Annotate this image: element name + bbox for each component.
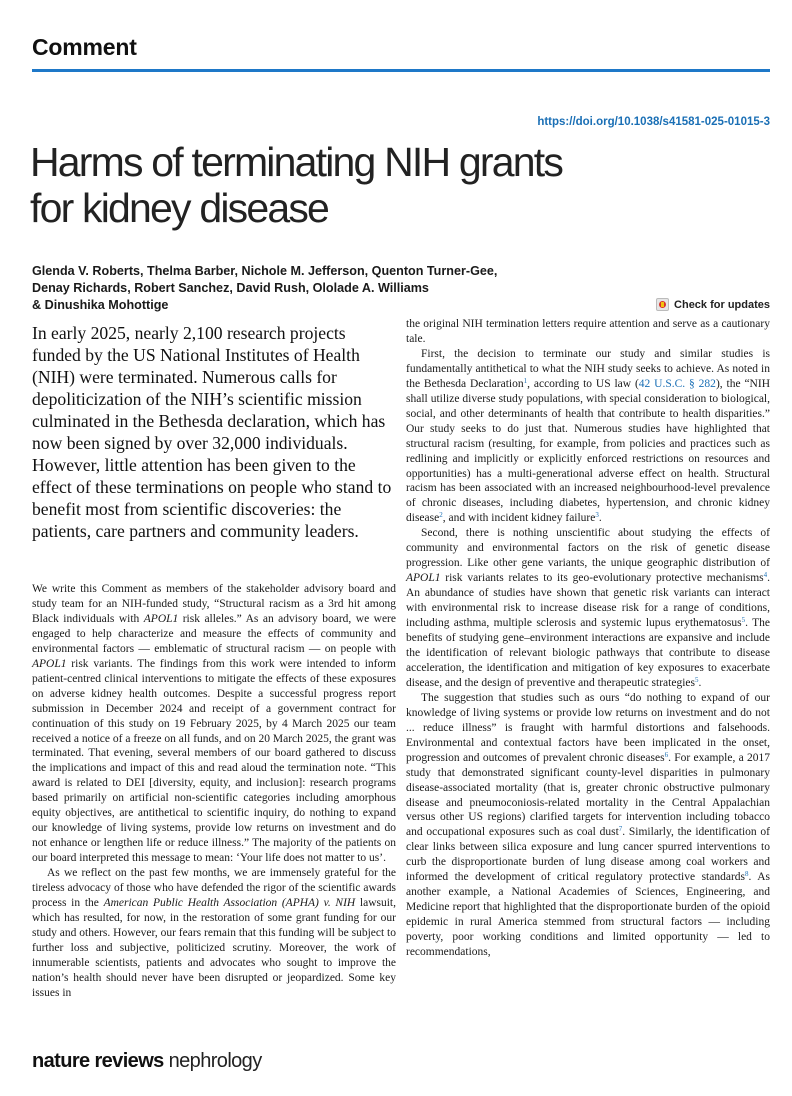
- title-line-1: Harms of terminating NIH grants: [30, 139, 563, 185]
- body-paragraph: The suggestion that studies such as ours “do nothing to expand of our knowledge of living systems or provide low returns on investment and do not ... reduce illness” is fraught with harmful distortions and falsehoods. Environmental and contextual factors have been implicated in the onset, progression and outcomes of prevalent chronic diseases$^6$. For example, a 2017 study that demonstrated significant county-level disparities in pulmonary disease-associated mortality (that is, greater chronic obstructive pulmonary disease and pneumoconiosis-related mortality in the Central Appalachian versus other US regions) clarified targets for intervention including tobacco and occupational exposures such as coal dust$^7$. Similarly, the identification of clear links between silica exposure and lung cancer spurred interventions to curb the disproportionate burden of lung disease among coal workers and informed the development of critical regulatory protective standards$^8$. As another example, a National Academies of Sciences, Engineering, and Medicine report that highlighted that the disproportionate burden of the opioid epidemic in rural America stemmed from structural factors — including poverty, poor working conditions and limited opportunity — led to recommendations,: [406, 691, 770, 959]
- authors-line-1: Glenda V. Roberts, Thelma Barber, Nichole M. Jefferson, Quenton Turner-Gee,: [32, 264, 498, 278]
- standfirst: In early 2025, nearly 2,100 research projects funded by the US National Institutes of Health (NIH) were terminated. Numerous calls for depoliticization of the NIH’s scientific mission culminated in the Bethesda declaration, which has now been signed by over 32,000 individuals. However, little attention has been given to the effect of these terminations on people who stand to benefit most from scientific discoveries: the patients, care partners and community leaders.: [32, 323, 392, 541]
- law-link[interactable]: 42 U.S.C. § 282: [638, 377, 716, 390]
- reference-link[interactable]: 5: [695, 675, 699, 684]
- section-label: Comment: [32, 34, 137, 60]
- right-column: [406, 317, 770, 960]
- reference-link[interactable]: 1: [523, 376, 528, 385]
- author-list: [32, 263, 652, 314]
- reference-link[interactable]: 4: [763, 571, 768, 580]
- reference-link[interactable]: 5: [741, 616, 746, 625]
- authors-line-3: & Dinushika Mohottige: [32, 298, 169, 312]
- reference-link[interactable]: 3: [595, 511, 599, 520]
- left-column: [32, 582, 396, 1001]
- journal-logo: [32, 1050, 262, 1073]
- body-paragraph: We write this Comment as members of the stakeholder advisory board and study team for an NIH-funded study, “Structural racism as a 3rd hit among Black individuals with APOL1 risk alleles.” As an advisory board, we were engaged to help characterize and measure the effects of community and environmental factors — emblematic of structural racism — on people with APOL1 risk variants. The findings from this work were intended to inform patient-centred clinical interventions to mitigate the effects of these exposures on adverse kidney health outcomes. Despite a successful progress report submission in December 2024 and receipt of a government contract for continuation of this study on 19 February 2025, by 4 March 2025 our team received a notice of a freeze on all funds, and on 20 March 2025, the grant was terminated. That evening, several members of our board gathered to discuss the implications and impact of this and read aloud the termination note. “This award is related to DEI [diversity, equity, and inclusion]: research programs based primarily on artificial non-scientific categories including amorphous equity objectives, are antithetical to scientific inquiry, do nothing to expand our knowledge of living systems, provide low returns on investment and do not enhance or lengthen life or reduce illness.” The majority of the patients on our board interpreted this message to mean: ‘Your life does not matter to us’.: [32, 583, 396, 865]
- crossmark-icon: [656, 298, 669, 311]
- authors-line-2: Denay Richards, Robert Sanchez, David Rush, Ololade A. Williams: [32, 281, 429, 295]
- reference-link[interactable]: 8: [745, 870, 749, 879]
- article-title: [30, 139, 750, 231]
- journal-brand: nature reviews: [32, 1050, 164, 1072]
- journal-name: nephrology: [168, 1050, 262, 1072]
- body-paragraph: As we reflect on the past few months, we are immensely grateful for the tireless advocacy of those who have defended the rigor of the scientific awards process in the American Public Health Association (APHA) v. NIH lawsuit, which has resulted, for now, in the restoration of some grant funding for our study and others. However, our fears remain that this funding will be subject to further loss and subjective, politicized scrutiny. Moreover, the work of innumerable scientists, patients and advocates who sought to improve the nation’s health should never have been disrupted or jeopardized. Some key issues in: [32, 867, 396, 999]
- header-rule: [32, 69, 770, 72]
- reference-link[interactable]: 2: [439, 511, 443, 520]
- reference-link[interactable]: 7: [618, 825, 623, 834]
- check-for-updates-label: Check for updates: [674, 298, 770, 311]
- body-paragraph: the original NIH termination letters require attention and serve as a cautionary tale.: [406, 318, 770, 345]
- doi-link[interactable]: https://doi.org/10.1038/s41581-025-01015-3: [537, 116, 770, 128]
- body-paragraph: Second, there is nothing unscientific about studying the effects of community and environmental factors on the risk of genetic disease progression. Like other gene variants, the unique geographic distribution of APOL1 risk variants relates to its geo-evolutionary protective mechanisms$^4$. An abundance of studies have shown that genetic risk variants can interact with environmental risk to increase disease risk for a range of conditions, including asthma, multiple sclerosis and systemic lupus erythematosus$^5$. The benefits of studying gene–environment interactions are expansive and include the identification of relevant biologic pathways that contribute to disease acceleration, the identification and mitigation of key exposures to exacerbate disease, and the design of preventive and therapeutic strategies$^5$.: [406, 527, 770, 689]
- title-line-2: for kidney disease: [30, 185, 329, 231]
- reference-link[interactable]: 6: [664, 750, 669, 759]
- check-for-updates-button[interactable]: [656, 298, 770, 311]
- body-paragraph: First, the decision to terminate our study and similar studies is fundamentally antithetical to what the NIH study seeks to achieve. As noted in the Bethesda Declaration$^1$, according to US law (42 U.S.C. § 282), the “NIH shall utilize diverse study populations, with special consideration to biological, social, and other determinants of health that contribute to health disparities.” Our study seeks to do just that. Numerous studies have highlighted that structural racism (resulting, for example, from policies and practices such as redlining and implicitly or explicitly enforced restrictions on resources and opportunities) has a multi-generational adverse effect on health. Structural racism has been associated with an increased neighbourhood-level prevalence of chronic diseases, including diabetes, hypertension, and chronic kidney disease$^2$, and with incident kidney failure$^3$.: [406, 347, 770, 525]
